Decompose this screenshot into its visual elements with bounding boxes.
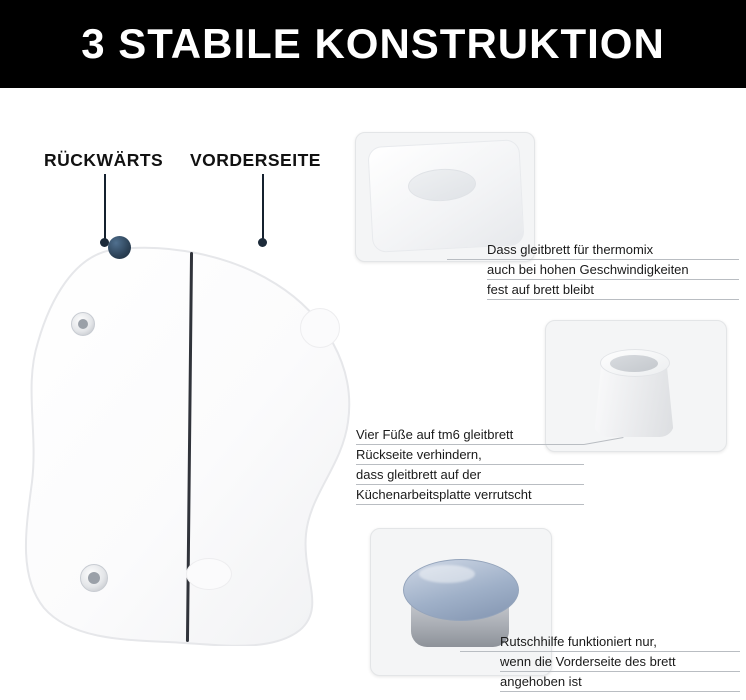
- caption-line: Vier Füße auf tm6 gleitbrett: [356, 425, 584, 445]
- caption-line: Rückseite verhindern,: [356, 445, 584, 465]
- caption-flat-plate: [487, 240, 739, 300]
- label-vorderseite: VORDERSEITE: [190, 150, 321, 170]
- rubber-foot-icon: [586, 343, 682, 439]
- connector-line-3: [460, 651, 502, 652]
- header-banner: [0, 0, 746, 88]
- caption-line: auch bei hohen Geschwindigkeiten: [487, 260, 739, 280]
- board-recess-top-right: [300, 308, 340, 348]
- board-foot-bottom-left: [80, 564, 108, 592]
- board-recess-bottom-right: [186, 558, 232, 590]
- caption-line: Dass gleitbrett für thermomix: [487, 240, 739, 260]
- connector-line-1: [447, 259, 489, 260]
- caption-line: angehoben ist: [500, 672, 740, 692]
- rubber-foot-recess: [610, 355, 658, 372]
- leader-line-front: [262, 174, 264, 240]
- caption-line: Rutschhilfe funktioniert nur,: [500, 632, 740, 652]
- silicone-pad-highlight: [419, 565, 475, 583]
- board-knob: [108, 236, 131, 259]
- caption-line: Küchenarbeitsplatte verrutscht: [356, 485, 584, 505]
- board-illustration: [18, 246, 366, 646]
- caption-silicone-pad: [500, 632, 740, 692]
- page-title: 3 STABILE KONSTRUKTION: [81, 20, 665, 67]
- caption-line: fest auf brett bleibt: [487, 280, 739, 300]
- label-rueckwaerts: RÜCKWÄRTS: [44, 150, 164, 170]
- caption-line: wenn die Vorderseite des brett: [500, 652, 740, 672]
- board-foot-top-left: [71, 312, 95, 336]
- caption-rubber-foot: [356, 425, 584, 505]
- leader-line-back: [104, 174, 106, 240]
- caption-line: dass gleitbrett auf der: [356, 465, 584, 485]
